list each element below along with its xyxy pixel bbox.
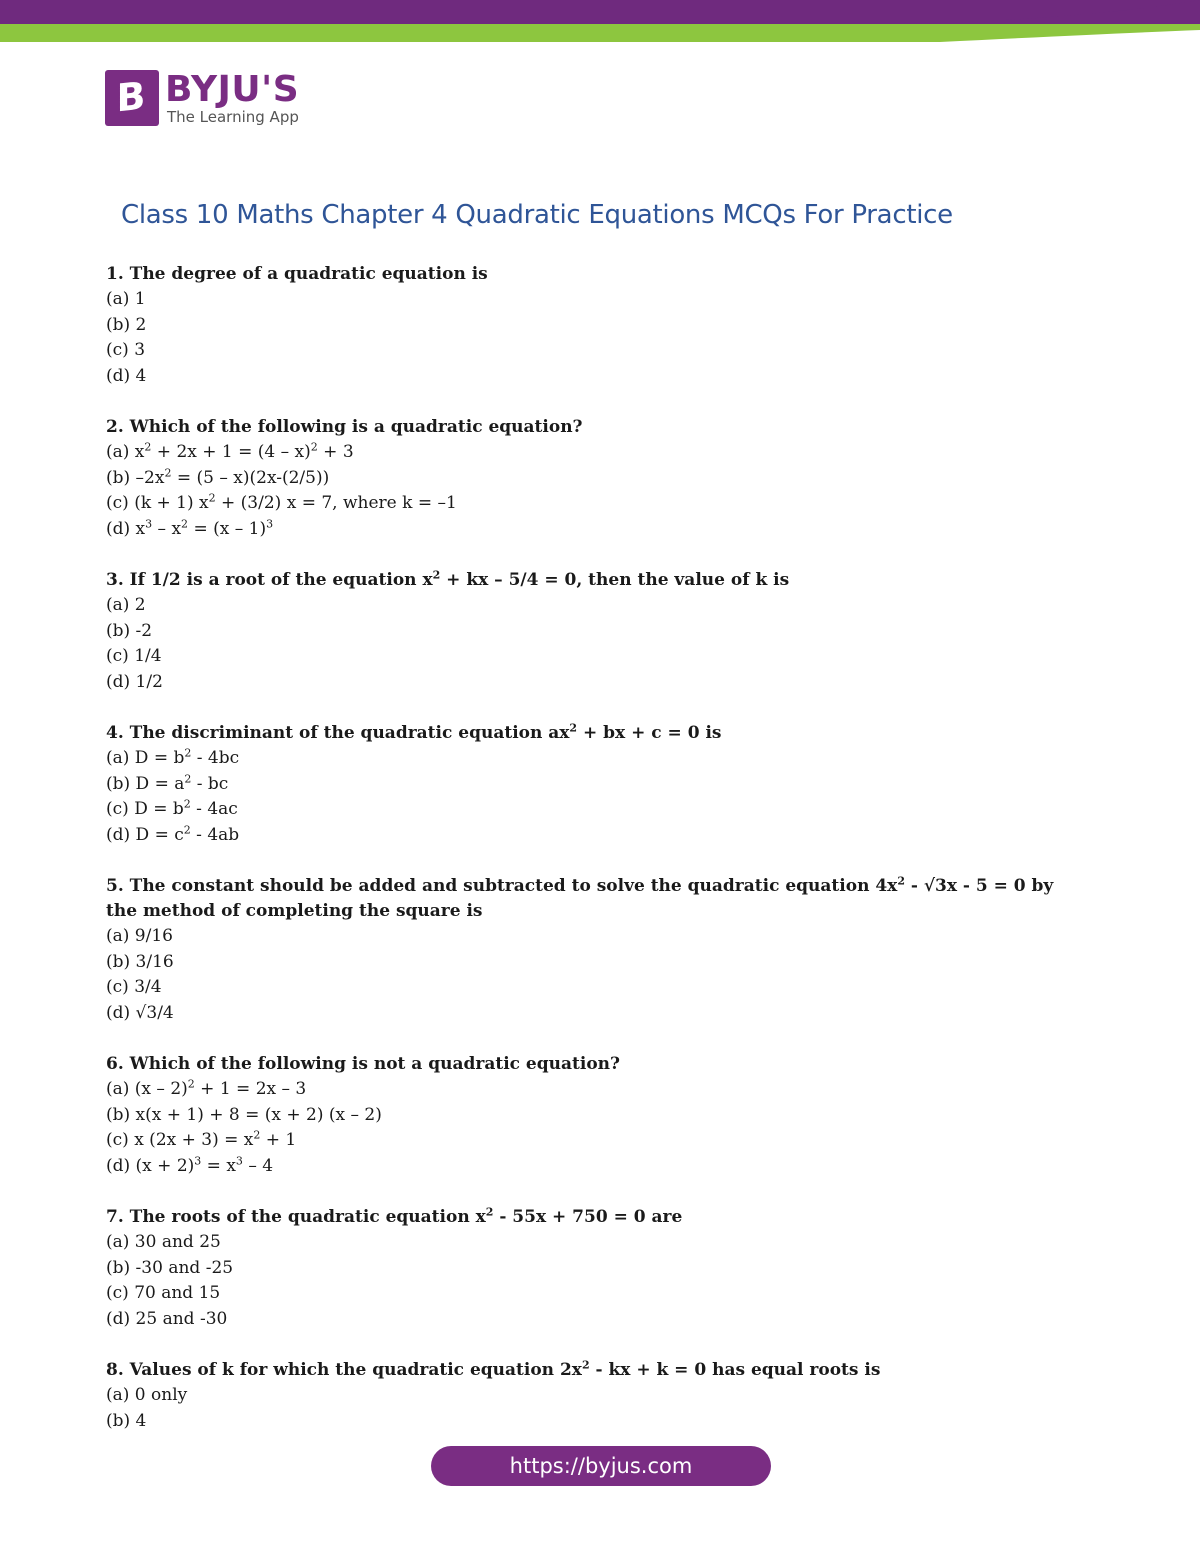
answer-option: (b) x(x + 1) + 8 = (x + 2) (x – 2) bbox=[106, 1104, 382, 1125]
footer-url-link[interactable]: https://byjus.com bbox=[509, 1454, 693, 1478]
answer-option: (d) $(x + 2)^3 = x^3 - 4$ bbox=[106, 1153, 274, 1176]
answer-option: (c) $D = b^2 - 4ac$ bbox=[106, 797, 238, 819]
answer-option: (a) 2 bbox=[106, 595, 146, 615]
question-text: 3. If 1/2 is a root of the equation $x^2$ + kx – 5/4 = 0, then the value of k is bbox=[106, 568, 790, 590]
question-text: 2. Which of the following is a quadratic equation? bbox=[106, 417, 583, 437]
answer-option: (b) $D = a^2$ - bc bbox=[106, 771, 229, 794]
answer-option: (a) 9/16 bbox=[106, 926, 173, 946]
answer-option: (a) 0 only bbox=[106, 1385, 188, 1405]
answer-option: (a) (x – 2)$^2$ + 1 = 2x – 3 bbox=[106, 1077, 307, 1099]
logo-wordmark: BYJU'S bbox=[165, 69, 300, 110]
question-text: 6. Which of the following is not a quadratic equation? bbox=[106, 1054, 620, 1074]
answer-option: (c) x $(2x + 3) = x^2 + 1$ bbox=[106, 1128, 297, 1150]
answer-option: (a) $D = b^2 - 4bc$ bbox=[106, 746, 240, 768]
answer-option: (d) $D = c^2 - 4ab$ bbox=[106, 822, 240, 845]
header-band-green bbox=[0, 24, 1200, 42]
header-band bbox=[0, 0, 1200, 44]
page-title: Class 10 Maths Chapter 4 Quadratic Equations MCQs For Practice bbox=[121, 200, 953, 230]
answer-option: (d) 25 and -30 bbox=[106, 1308, 228, 1329]
answer-option: (a) 1 bbox=[106, 289, 146, 309]
answer-option: (c) 1/4 bbox=[106, 646, 162, 666]
logo-letter: B bbox=[116, 73, 146, 121]
question-text: 5. The constant should be added and subtracted to solve the quadratic equation $4x^2 - √3x - 5 = 0$ by the method of completing the square is bbox=[106, 874, 1054, 921]
question-item bbox=[106, 874, 1066, 1026]
answer-option: (c) 3 bbox=[106, 340, 146, 360]
answer-option: (b) 3/16 bbox=[106, 951, 174, 972]
answer-option: (a) $x^2 + 2x + 1 = (4 - x)^2 + 3$ bbox=[106, 440, 354, 462]
answer-option: (b) 4 bbox=[106, 1410, 147, 1431]
question-text: 4. The discriminant of the quadratic equation $ax^2$ + bx + c = 0 is bbox=[106, 721, 722, 743]
question-list bbox=[106, 262, 1066, 1460]
question-text: 8. Values of k for which the quadratic equation $2x^2$ - kx + k = 0 has equal roots is bbox=[106, 1358, 881, 1380]
logo-tagline: The Learning App bbox=[167, 108, 299, 126]
answer-option: (d) 4 bbox=[106, 365, 147, 386]
answer-option: (d) 1/2 bbox=[106, 671, 163, 692]
footer-url-pill[interactable] bbox=[431, 1446, 771, 1486]
question-item bbox=[106, 1358, 1066, 1434]
question-item bbox=[106, 568, 1066, 695]
answer-option: (b) -2 bbox=[106, 620, 153, 641]
answer-option: (b) 2 bbox=[106, 314, 147, 335]
question-item bbox=[106, 721, 1066, 848]
answer-option: (b) $-2x^2 = (5 - x)(2x-(2/5))$ bbox=[106, 465, 330, 488]
answer-option: (a) 30 and 25 bbox=[106, 1232, 221, 1252]
question-text: 7. The roots of the quadratic equation $x^2 - 55x + 750 = 0$ are bbox=[106, 1205, 683, 1227]
question-item bbox=[106, 1052, 1066, 1179]
logo-mark bbox=[105, 70, 159, 126]
question-text: 1. The degree of a quadratic equation is bbox=[106, 264, 488, 284]
question-item bbox=[106, 262, 1066, 389]
answer-option: (b) -30 and -25 bbox=[106, 1257, 234, 1278]
answer-option: (d) $x^3 - x^2 = (x - 1)^3$ bbox=[106, 516, 274, 539]
byjus-logo bbox=[105, 70, 315, 128]
question-item bbox=[106, 415, 1066, 542]
answer-option: (c) 3/4 bbox=[106, 977, 162, 997]
question-item bbox=[106, 1205, 1066, 1332]
answer-option: (c) 70 and 15 bbox=[106, 1283, 221, 1303]
answer-option: (d) √3/4 bbox=[106, 1002, 174, 1023]
answer-option: (c) (k + 1) $x^2 + (3/2) x = 7$, where k = –1 bbox=[106, 491, 457, 513]
